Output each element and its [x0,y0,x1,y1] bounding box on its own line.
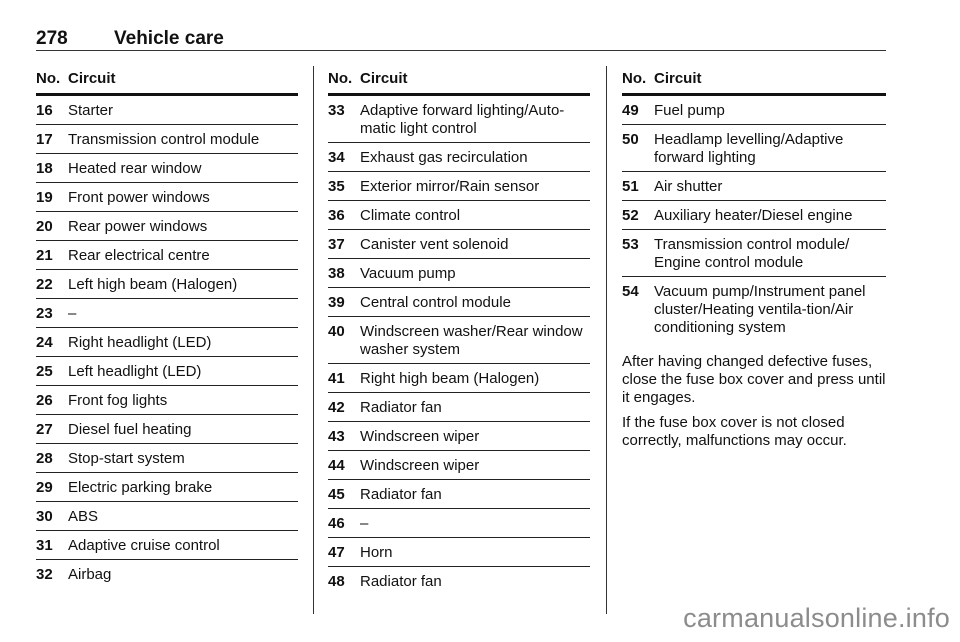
fuse-rows [622,96,886,341]
table-row [328,143,590,172]
header-no: No. [36,70,61,87]
column-divider [313,66,314,614]
circuit-name: Exterior mirror/Rain sensor [360,178,540,195]
fuse-number: 31 [36,537,53,554]
table-row [36,473,298,502]
circuit-name: Climate control [360,207,461,224]
circuit-name: Right headlight (LED) [68,334,212,351]
fuse-number: 28 [36,450,53,467]
fuse-number: 32 [36,566,53,583]
header-no: No. [328,70,353,87]
column-divider [606,66,607,614]
circuit-name: Starter [68,102,114,119]
fuse-number: 47 [328,544,345,561]
circuit-name: Electric parking brake [68,479,213,496]
circuit-name: Diesel fuel heating [68,421,192,438]
table-header [36,70,298,96]
table-row [622,201,886,230]
table-row [328,393,590,422]
fuse-number: 17 [36,131,53,148]
fuse-number: 29 [36,479,53,496]
table-header [622,70,886,96]
circuit-name: Vacuum pump/Instrument panel cluster/Heating ventila-tion/Air conditioning system [654,283,866,336]
circuit-name: Left high beam (Halogen) [68,276,238,293]
fuse-number: 44 [328,457,345,474]
fuse-number: 41 [328,370,345,387]
table-row [36,270,298,299]
circuit-name: Auxiliary heater/Diesel engine [654,207,853,224]
table-row [36,531,298,560]
fuse-table-column-1 [36,70,298,588]
circuit-name: Transmission control module [68,131,260,148]
table-row [328,201,590,230]
circuit-name: Right high beam (Halogen) [360,370,540,387]
table-row [36,560,298,588]
circuit-name: Central control module [360,294,511,311]
table-row [328,422,590,451]
fuse-number: 18 [36,160,53,177]
table-row [36,328,298,357]
table-row [36,212,298,241]
fuse-number: 25 [36,363,53,380]
circuit-name: ABS [68,508,99,525]
fuse-number: 46 [328,515,345,532]
fuse-number: 38 [328,265,345,282]
table-row [328,538,590,567]
circuit-name: Front power windows [68,189,210,206]
table-row [328,509,590,538]
fuse-number: 19 [36,189,53,206]
fuse-table-column-3 [622,70,886,450]
circuit-name: Airbag [68,566,112,583]
fuse-number: 20 [36,218,53,235]
fuse-number: 30 [36,508,53,525]
circuit-name: Adaptive forward lighting/Auto-matic light control [360,102,565,137]
instruction-paragraph: After having changed defective fuses, close the fuse box cover and press until it engages. [622,353,886,406]
fuse-number: 24 [36,334,53,351]
circuit-name: Rear power windows [68,218,208,235]
table-row [622,230,886,277]
table-row [328,96,590,143]
table-row [328,451,590,480]
fuse-number: 23 [36,305,53,322]
fuse-number: 48 [328,573,345,590]
circuit-name: Exhaust gas recirculation [360,149,528,166]
fuse-number: 45 [328,486,345,503]
table-row [36,241,298,270]
table-row [328,364,590,393]
fuse-number: 50 [622,131,639,148]
warning-paragraph: If the fuse box cover is not closed correctly, malfunctions may occur. [622,414,847,449]
table-row [328,230,590,259]
circuit-name: Heated rear window [68,160,202,177]
fuse-rows [36,96,298,588]
circuit-name: Rear electrical centre [68,247,210,264]
table-row [36,96,298,125]
fuse-number: 42 [328,399,345,416]
fuse-number: 40 [328,323,345,340]
table-row [622,96,886,125]
circuit-name: Stop-start system [68,450,185,467]
table-row [328,172,590,201]
header-circuit: Circuit [360,70,408,87]
circuit-name: Air shutter [654,178,723,195]
fuse-number: 26 [36,392,53,409]
header-circuit: Circuit [68,70,116,87]
circuit-name: Adaptive cruise control [68,537,220,554]
section-title: Vehicle care [114,28,224,49]
fuse-number: 54 [622,283,639,300]
fuse-number: 16 [36,102,53,119]
page-header [36,24,886,51]
fuse-number: 27 [36,421,53,438]
circuit-name: Radiator fan [360,486,442,503]
circuit-name: Vacuum pump [360,265,456,282]
circuit-name: Headlamp levelling/Adaptive forward lighting [654,131,844,166]
fuse-number: 51 [622,178,639,195]
table-row [328,567,590,595]
fuse-number: 22 [36,276,53,293]
circuit-name: Windscreen wiper [360,457,480,474]
fuse-table-column-2 [328,70,590,595]
fuse-number: 34 [328,149,345,166]
table-row [36,357,298,386]
fuse-number: 53 [622,236,639,253]
table-row [36,386,298,415]
fuse-number: 39 [328,294,345,311]
table-row [36,444,298,473]
circuit-name: Windscreen wiper [360,428,480,445]
circuit-name: – [68,305,77,322]
table-row [36,502,298,531]
header-circuit: Circuit [654,70,702,87]
table-row [36,299,298,328]
table-header [328,70,590,96]
fuse-number: 21 [36,247,53,264]
circuit-name: Transmission control module/ Engine control module [654,236,850,271]
table-row [328,288,590,317]
table-row [36,415,298,444]
page-number: 278 [36,28,68,49]
table-row [622,125,886,172]
header-no: No. [622,70,647,87]
table-row [36,125,298,154]
circuit-name: Horn [360,544,393,561]
fuse-number: 49 [622,102,639,119]
watermark: carmanualsonline.info [683,603,950,633]
fuse-number: 37 [328,236,345,253]
table-row [622,277,886,341]
table-row [328,317,590,364]
circuit-name: Windscreen washer/Rear window washer system [360,323,583,358]
circuit-name: Front fog lights [68,392,168,409]
fuse-rows [328,96,590,595]
fuse-number: 43 [328,428,345,445]
circuit-name: Radiator fan [360,573,442,590]
table-row [328,259,590,288]
circuit-name: Radiator fan [360,399,442,416]
circuit-name: – [360,515,369,532]
circuit-name: Left headlight (LED) [68,363,202,380]
fuse-number: 33 [328,102,345,119]
table-row [36,154,298,183]
table-row [36,183,298,212]
table-row [622,172,886,201]
fuse-number: 36 [328,207,345,224]
circuit-name: Canister vent solenoid [360,236,509,253]
table-row [328,480,590,509]
fuse-number: 52 [622,207,639,224]
circuit-name: Fuel pump [654,102,725,119]
fuse-number: 35 [328,178,345,195]
